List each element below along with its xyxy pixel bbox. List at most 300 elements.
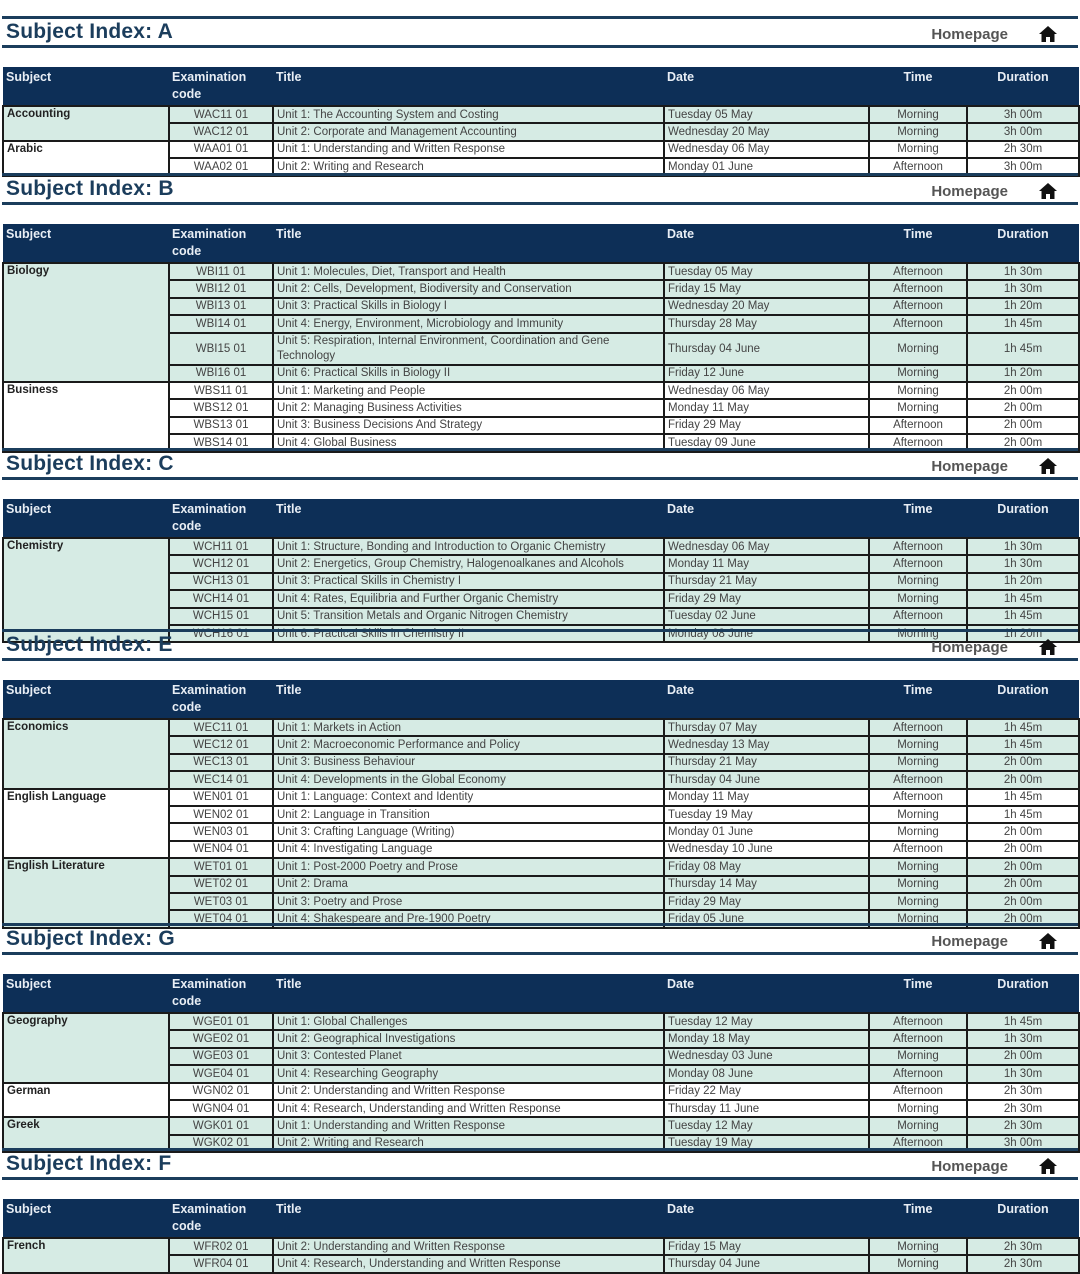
subject-index-section: [0, 173, 1080, 449]
unit-title: Unit 3: Practical Skills in Chemistry I: [273, 573, 664, 590]
unit-title: Unit 2: Language in Transition: [273, 806, 664, 823]
unit-title: Unit 1: Language: Context and Identity: [273, 789, 664, 806]
exam-duration: 1h 30m: [967, 538, 1079, 555]
exam-duration: 2h 00m: [967, 771, 1079, 788]
unit-title: Unit 1: Markets in Action: [273, 719, 664, 736]
subject-name: English Language: [3, 789, 169, 859]
exam-date: Wednesday 03 June: [664, 1048, 869, 1065]
exam-date: Friday 12 June: [664, 365, 869, 382]
column-header-title: Title: [273, 224, 664, 263]
exam-duration: 3h 00m: [967, 158, 1079, 175]
homepage-link[interactable]: Homepage: [931, 183, 1008, 200]
exam-time: Morning: [869, 573, 967, 590]
table-header-row: [3, 224, 1079, 263]
column-header-date: Date: [664, 1199, 869, 1238]
exam-duration: 2h 00m: [967, 1048, 1079, 1065]
exam-date: Tuesday 19 May: [664, 806, 869, 823]
exam-code: WEC12 01: [169, 736, 273, 753]
subject-index-section: [0, 448, 1080, 640]
unit-title: Unit 1: Structure, Bonding and Introduction to Organic Chemistry: [273, 538, 664, 555]
subject-name: Business: [3, 382, 169, 452]
exam-table: [2, 1199, 1080, 1274]
exam-code: WEN03 01: [169, 823, 273, 840]
exam-time: Afternoon: [869, 719, 967, 736]
table-row: [3, 719, 1079, 736]
exam-code: WET01 01: [169, 858, 273, 875]
column-header-title: Title: [273, 67, 664, 106]
unit-title: Unit 2: Understanding and Written Response: [273, 1083, 664, 1100]
section-title: Subject Index: E: [6, 633, 173, 656]
unit-title: Unit 4: Research, Understanding and Written Response: [273, 1100, 664, 1117]
exam-table: [2, 67, 1080, 177]
exam-date: Monday 11 May: [664, 789, 869, 806]
column-header-exam-code: Examination code: [169, 499, 273, 538]
exam-duration: 2h 00m: [967, 754, 1079, 771]
unit-title: Unit 4: Shakespeare and Pre-1900 Poetry: [273, 910, 664, 927]
column-header-duration: Duration: [967, 67, 1079, 106]
table-row: [3, 382, 1079, 399]
column-header-time: Time: [869, 224, 967, 263]
exam-code: WBI12 01: [169, 280, 273, 297]
column-header-duration: Duration: [967, 499, 1079, 538]
section-header: [2, 629, 1078, 661]
exam-table: [2, 499, 1080, 643]
exam-date: Thursday 21 May: [664, 573, 869, 590]
unit-title: Unit 3: Contested Planet: [273, 1048, 664, 1065]
column-header-title: Title: [273, 680, 664, 719]
column-header-subject: Subject: [3, 1199, 169, 1238]
exam-date: Thursday 11 June: [664, 1100, 869, 1117]
column-header-time: Time: [869, 499, 967, 538]
column-header-duration: Duration: [967, 974, 1079, 1013]
unit-title: Unit 2: Cells, Development, Biodiversity and Conservation: [273, 280, 664, 297]
exam-time: Morning: [869, 1048, 967, 1065]
column-header-duration: Duration: [967, 224, 1079, 263]
exam-duration: 2h 00m: [967, 893, 1079, 910]
exam-code: WEN02 01: [169, 806, 273, 823]
home-icon[interactable]: [1038, 457, 1058, 475]
unit-title: Unit 1: Global Challenges: [273, 1013, 664, 1030]
exam-duration: 2h 00m: [967, 434, 1079, 451]
exam-duration: 2h 30m: [967, 1255, 1079, 1272]
exam-duration: 1h 45m: [967, 719, 1079, 736]
subject-index-section: [0, 16, 1080, 173]
table-header-row: [3, 680, 1079, 719]
exam-time: Morning: [869, 1117, 967, 1134]
exam-time: Afternoon: [869, 1083, 967, 1100]
subject-index-section: [0, 629, 1080, 925]
exam-time: Morning: [869, 858, 967, 875]
exam-date: Friday 05 June: [664, 910, 869, 927]
exam-duration: 1h 30m: [967, 555, 1079, 572]
unit-title: Unit 1: Understanding and Written Response: [273, 1117, 664, 1134]
exam-duration: 2h 00m: [967, 841, 1079, 858]
home-icon[interactable]: [1038, 25, 1058, 43]
unit-title: Unit 1: Molecules, Diet, Transport and Health: [273, 263, 664, 280]
exam-duration: 3h 00m: [967, 1135, 1079, 1152]
unit-title: Unit 3: Practical Skills in Biology I: [273, 298, 664, 315]
exam-time: Morning: [869, 806, 967, 823]
table-row: [3, 106, 1079, 123]
exam-code: WGE01 01: [169, 1013, 273, 1030]
exam-code: WAC12 01: [169, 123, 273, 140]
exam-date: Wednesday 20 May: [664, 298, 869, 315]
exam-duration: 1h 45m: [967, 333, 1079, 365]
exam-code: WCH13 01: [169, 573, 273, 590]
column-header-subject: Subject: [3, 974, 169, 1013]
section-title: Subject Index: A: [6, 20, 173, 43]
exam-time: Morning: [869, 1100, 967, 1117]
exam-date: Thursday 14 May: [664, 876, 869, 893]
exam-time: Morning: [869, 333, 967, 365]
exam-date: Thursday 21 May: [664, 754, 869, 771]
exam-code: WBI11 01: [169, 263, 273, 280]
unit-title: Unit 2: Understanding and Written Response: [273, 1238, 664, 1255]
table-header-row: [3, 499, 1079, 538]
exam-code: WAA02 01: [169, 158, 273, 175]
exam-duration: 2h 00m: [967, 382, 1079, 399]
exam-date: Tuesday 02 June: [664, 608, 869, 625]
exam-code: WEC14 01: [169, 771, 273, 788]
exam-duration: 1h 20m: [967, 573, 1079, 590]
unit-title: Unit 6: Practical Skills in Biology II: [273, 365, 664, 382]
exam-code: WCH12 01: [169, 555, 273, 572]
column-header-time: Time: [869, 974, 967, 1013]
exam-time: Morning: [869, 1255, 967, 1272]
exam-code: WEC11 01: [169, 719, 273, 736]
table-row: [3, 1117, 1079, 1134]
exam-duration: 1h 30m: [967, 263, 1079, 280]
exam-time: Afternoon: [869, 841, 967, 858]
exam-time: Morning: [869, 382, 967, 399]
exam-code: WAC11 01: [169, 106, 273, 123]
exam-time: Morning: [869, 106, 967, 123]
exam-code: WET04 01: [169, 910, 273, 927]
exam-duration: 2h 30m: [967, 1083, 1079, 1100]
exam-time: Afternoon: [869, 417, 967, 434]
exam-duration: 3h 00m: [967, 123, 1079, 140]
homepage-link[interactable]: Homepage: [931, 639, 1008, 656]
exam-code: WCH16 01: [169, 625, 273, 642]
table-header-row: [3, 974, 1079, 1013]
exam-time: Afternoon: [869, 315, 967, 332]
exam-date: Wednesday 06 May: [664, 538, 869, 555]
table-row: [3, 789, 1079, 806]
subject-name: Accounting: [3, 106, 169, 141]
subject-name: German: [3, 1083, 169, 1118]
subject-name: Greek: [3, 1117, 169, 1152]
exam-duration: 1h 30m: [967, 280, 1079, 297]
exam-date: Friday 29 May: [664, 590, 869, 607]
exam-duration: 2h 30m: [967, 1100, 1079, 1117]
unit-title: Unit 1: Understanding and Written Response: [273, 141, 664, 158]
exam-code: WCH14 01: [169, 590, 273, 607]
exam-code: WGN04 01: [169, 1100, 273, 1117]
exam-date: Wednesday 10 June: [664, 841, 869, 858]
exam-duration: 1h 45m: [967, 1013, 1079, 1030]
exam-time: Morning: [869, 1238, 967, 1255]
exam-time: Morning: [869, 590, 967, 607]
exam-time: Morning: [869, 625, 967, 642]
exam-date: Wednesday 13 May: [664, 736, 869, 753]
unit-title: Unit 4: Global Business: [273, 434, 664, 451]
exam-duration: 2h 00m: [967, 823, 1079, 840]
homepage-link[interactable]: Homepage: [931, 1158, 1008, 1175]
exam-time: Afternoon: [869, 1065, 967, 1082]
table-row: [3, 1013, 1079, 1030]
section-header: [2, 923, 1078, 955]
table-header-row: [3, 67, 1079, 106]
exam-duration: 1h 45m: [967, 789, 1079, 806]
exam-code: WAA01 01: [169, 141, 273, 158]
exam-time: Afternoon: [869, 789, 967, 806]
exam-table: [2, 974, 1080, 1153]
homepage-link[interactable]: Homepage: [931, 933, 1008, 950]
homepage-link[interactable]: Homepage: [931, 458, 1008, 475]
column-header-date: Date: [664, 224, 869, 263]
home-icon[interactable]: [1038, 1157, 1058, 1175]
table-row: [3, 538, 1079, 555]
column-header-date: Date: [664, 680, 869, 719]
exam-date: Monday 01 June: [664, 158, 869, 175]
unit-title: Unit 3: Poetry and Prose: [273, 893, 664, 910]
section-title: Subject Index: G: [6, 927, 175, 950]
exam-duration: 2h 30m: [967, 141, 1079, 158]
exam-date: Tuesday 19 May: [664, 1135, 869, 1152]
column-header-exam-code: Examination code: [169, 67, 273, 106]
exam-date: Thursday 28 May: [664, 315, 869, 332]
unit-title: Unit 2: Macroeconomic Performance and Policy: [273, 736, 664, 753]
home-icon[interactable]: [1038, 638, 1058, 656]
exam-code: WBI16 01: [169, 365, 273, 382]
exam-date: Thursday 04 June: [664, 771, 869, 788]
exam-duration: 1h 45m: [967, 608, 1079, 625]
exam-time: Afternoon: [869, 298, 967, 315]
unit-title: Unit 2: Energetics, Group Chemistry, Halogenoalkanes and Alcohols: [273, 555, 664, 572]
exam-time: Morning: [869, 736, 967, 753]
exam-code: WGN02 01: [169, 1083, 273, 1100]
unit-title: Unit 3: Crafting Language (Writing): [273, 823, 664, 840]
column-header-title: Title: [273, 1199, 664, 1238]
exam-duration: 1h 45m: [967, 590, 1079, 607]
exam-date: Tuesday 12 May: [664, 1117, 869, 1134]
exam-date: Monday 01 June: [664, 823, 869, 840]
exam-date: Thursday 04 June: [664, 333, 869, 365]
exam-date: Monday 08 June: [664, 1065, 869, 1082]
subject-name: Chemistry: [3, 538, 169, 642]
section-title: Subject Index: C: [6, 452, 174, 475]
exam-date: Friday 08 May: [664, 858, 869, 875]
exam-date: Wednesday 20 May: [664, 123, 869, 140]
exam-duration: 2h 30m: [967, 1117, 1079, 1134]
unit-title: Unit 1: Post-2000 Poetry and Prose: [273, 858, 664, 875]
unit-title: Unit 2: Corporate and Management Accounting: [273, 123, 664, 140]
column-header-time: Time: [869, 680, 967, 719]
unit-title: Unit 4: Researching Geography: [273, 1065, 664, 1082]
exam-date: Friday 15 May: [664, 1238, 869, 1255]
subject-index-section: [0, 923, 1080, 1150]
subject-name: Biology: [3, 263, 169, 382]
exam-code: WFR04 01: [169, 1255, 273, 1272]
unit-title: Unit 2: Writing and Research: [273, 1135, 664, 1152]
unit-title: Unit 2: Geographical Investigations: [273, 1030, 664, 1047]
exam-code: WBI15 01: [169, 333, 273, 365]
column-header-exam-code: Examination code: [169, 1199, 273, 1238]
column-header-subject: Subject: [3, 680, 169, 719]
exam-code: WBS13 01: [169, 417, 273, 434]
table-row: [3, 263, 1079, 280]
unit-title: Unit 2: Drama: [273, 876, 664, 893]
column-header-title: Title: [273, 499, 664, 538]
exam-time: Morning: [869, 141, 967, 158]
exam-code: WBS14 01: [169, 434, 273, 451]
column-header-subject: Subject: [3, 499, 169, 538]
unit-title: Unit 4: Investigating Language: [273, 841, 664, 858]
exam-date: Monday 11 May: [664, 555, 869, 572]
column-header-time: Time: [869, 67, 967, 106]
exam-code: WEC13 01: [169, 754, 273, 771]
exam-date: Monday 08 June: [664, 625, 869, 642]
subject-name: English Literature: [3, 858, 169, 928]
unit-title: Unit 5: Respiration, Internal Environment, Coordination and Gene Technology: [273, 333, 664, 365]
exam-duration: 2h 00m: [967, 910, 1079, 927]
exam-duration: 1h 45m: [967, 806, 1079, 823]
unit-title: Unit 3: Business Decisions And Strategy: [273, 417, 664, 434]
exam-date: Tuesday 12 May: [664, 1013, 869, 1030]
exam-time: Morning: [869, 910, 967, 927]
unit-title: Unit 2: Managing Business Activities: [273, 399, 664, 416]
exam-table: [2, 224, 1080, 453]
exam-time: Afternoon: [869, 608, 967, 625]
unit-title: Unit 1: The Accounting System and Costing: [273, 106, 664, 123]
exam-code: WGK01 01: [169, 1117, 273, 1134]
exam-code: WBI13 01: [169, 298, 273, 315]
exam-date: Tuesday 05 May: [664, 106, 869, 123]
exam-table: [2, 680, 1080, 929]
section-title: Subject Index: F: [6, 1152, 172, 1175]
exam-date: Friday 29 May: [664, 893, 869, 910]
exam-time: Afternoon: [869, 158, 967, 175]
section-header: [2, 173, 1078, 205]
unit-title: Unit 6: Practical Skills in Chemistry II: [273, 625, 664, 642]
exam-time: Afternoon: [869, 434, 967, 451]
table-row: [3, 141, 1079, 158]
homepage-link[interactable]: Homepage: [931, 26, 1008, 43]
exam-duration: 2h 00m: [967, 876, 1079, 893]
exam-duration: 2h 00m: [967, 399, 1079, 416]
column-header-exam-code: Examination code: [169, 224, 273, 263]
exam-code: WET03 01: [169, 893, 273, 910]
exam-date: Tuesday 09 June: [664, 434, 869, 451]
subject-name: Arabic: [3, 141, 169, 176]
exam-time: Morning: [869, 399, 967, 416]
exam-time: Morning: [869, 893, 967, 910]
exam-date: Friday 22 May: [664, 1083, 869, 1100]
section-title: Subject Index: B: [6, 177, 174, 200]
unit-title: Unit 4: Rates, Equilibria and Further Organic Chemistry: [273, 590, 664, 607]
exam-code: WGE04 01: [169, 1065, 273, 1082]
section-header: [2, 16, 1078, 48]
column-header-subject: Subject: [3, 67, 169, 106]
exam-code: WCH11 01: [169, 538, 273, 555]
column-header-date: Date: [664, 499, 869, 538]
exam-code: WFR02 01: [169, 1238, 273, 1255]
exam-code: WEN04 01: [169, 841, 273, 858]
exam-time: Morning: [869, 123, 967, 140]
column-header-duration: Duration: [967, 1199, 1079, 1238]
exam-time: Morning: [869, 365, 967, 382]
exam-duration: 1h 45m: [967, 315, 1079, 332]
exam-date: Wednesday 06 May: [664, 382, 869, 399]
exam-code: WGE02 01: [169, 1030, 273, 1047]
exam-duration: 1h 20m: [967, 625, 1079, 642]
exam-code: WGK02 01: [169, 1135, 273, 1152]
unit-title: Unit 2: Writing and Research: [273, 158, 664, 175]
exam-duration: 1h 20m: [967, 298, 1079, 315]
unit-title: Unit 5: Transition Metals and Organic Nitrogen Chemistry: [273, 608, 664, 625]
home-icon[interactable]: [1038, 932, 1058, 950]
exam-duration: 1h 30m: [967, 1030, 1079, 1047]
table-row: [3, 1238, 1079, 1255]
exam-date: Thursday 04 June: [664, 1255, 869, 1272]
exam-duration: 1h 20m: [967, 365, 1079, 382]
column-header-date: Date: [664, 974, 869, 1013]
exam-time: Afternoon: [869, 1030, 967, 1047]
subject-index-section: [0, 1148, 1080, 1271]
exam-date: Monday 18 May: [664, 1030, 869, 1047]
exam-date: Monday 11 May: [664, 399, 869, 416]
unit-title: Unit 3: Business Behaviour: [273, 754, 664, 771]
exam-time: Morning: [869, 876, 967, 893]
exam-date: Wednesday 06 May: [664, 141, 869, 158]
exam-code: WBS12 01: [169, 399, 273, 416]
column-header-subject: Subject: [3, 224, 169, 263]
unit-title: Unit 4: Research, Understanding and Written Response: [273, 1255, 664, 1272]
exam-duration: 2h 30m: [967, 1238, 1079, 1255]
exam-duration: 1h 45m: [967, 736, 1079, 753]
exam-time: Afternoon: [869, 280, 967, 297]
exam-code: WGE03 01: [169, 1048, 273, 1065]
exam-code: WEN01 01: [169, 789, 273, 806]
exam-time: Afternoon: [869, 263, 967, 280]
exam-code: WBI14 01: [169, 315, 273, 332]
section-header: [2, 1148, 1078, 1180]
exam-duration: 2h 00m: [967, 417, 1079, 434]
home-icon[interactable]: [1038, 182, 1058, 200]
exam-date: Friday 29 May: [664, 417, 869, 434]
column-header-exam-code: Examination code: [169, 974, 273, 1013]
column-header-duration: Duration: [967, 680, 1079, 719]
subject-name: Geography: [3, 1013, 169, 1083]
unit-title: Unit 4: Energy, Environment, Microbiology and Immunity: [273, 315, 664, 332]
column-header-date: Date: [664, 67, 869, 106]
exam-time: Afternoon: [869, 1135, 967, 1152]
exam-date: Thursday 07 May: [664, 719, 869, 736]
exam-time: Morning: [869, 823, 967, 840]
table-header-row: [3, 1199, 1079, 1238]
section-header: [2, 448, 1078, 480]
exam-date: Tuesday 05 May: [664, 263, 869, 280]
exam-code: WCH15 01: [169, 608, 273, 625]
exam-time: Afternoon: [869, 1013, 967, 1030]
exam-duration: 1h 30m: [967, 1065, 1079, 1082]
table-row: [3, 858, 1079, 875]
table-row: [3, 1083, 1079, 1100]
exam-time: Afternoon: [869, 538, 967, 555]
exam-date: Friday 15 May: [664, 280, 869, 297]
exam-duration: 3h 00m: [967, 106, 1079, 123]
exam-time: Afternoon: [869, 771, 967, 788]
